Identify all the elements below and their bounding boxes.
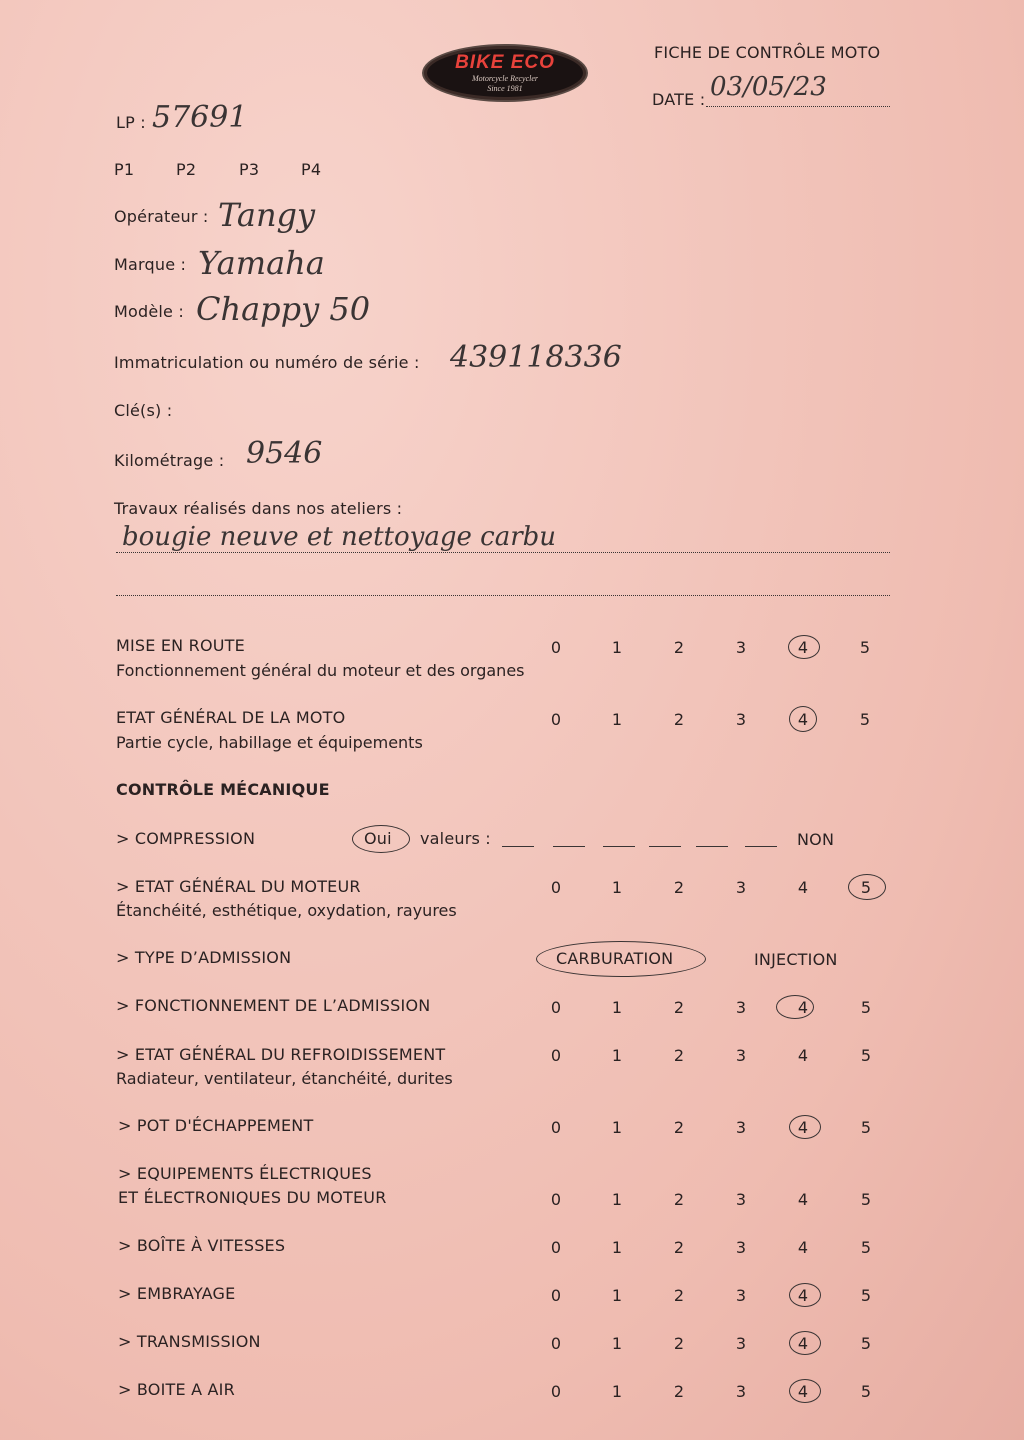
score-option[interactable]: 1: [611, 998, 623, 1017]
p4-option[interactable]: P4: [301, 160, 322, 179]
score-option[interactable]: 1: [611, 1190, 623, 1209]
score-option[interactable]: 0: [550, 638, 562, 657]
score-option[interactable]: 4: [797, 998, 809, 1017]
score-option[interactable]: 3: [735, 1118, 747, 1137]
score-option[interactable]: 1: [611, 1118, 623, 1137]
score-option[interactable]: 5: [860, 1238, 872, 1257]
score-option[interactable]: 2: [673, 638, 685, 657]
compression-value-blank[interactable]: [502, 846, 534, 847]
selected-score-circle: [789, 706, 817, 732]
score-option[interactable]: 5: [860, 1334, 872, 1353]
compression-oui[interactable]: Oui: [364, 829, 392, 848]
brand-value[interactable]: Yamaha: [198, 244, 325, 282]
refroidissement-subtitle: Radiateur, ventilateur, étanchéité, durites: [116, 1069, 453, 1088]
score-option[interactable]: 3: [735, 1046, 747, 1065]
score-option[interactable]: 0: [550, 1382, 562, 1401]
compression-value-blank[interactable]: [745, 846, 777, 847]
date-label: DATE :: [652, 90, 706, 109]
score-option[interactable]: 3: [735, 1238, 747, 1257]
compression-non[interactable]: NON: [797, 830, 835, 849]
score-option[interactable]: 1: [611, 1334, 623, 1353]
score-option[interactable]: 0: [550, 1334, 562, 1353]
selected-score-circle: [788, 635, 820, 659]
works-value[interactable]: bougie neuve et nettoyage carbu: [122, 522, 557, 552]
date-line: [706, 106, 890, 107]
brand-label: Marque :: [114, 255, 187, 274]
score-option[interactable]: 5: [860, 1286, 872, 1305]
score-option[interactable]: 5: [860, 1382, 872, 1401]
score-option[interactable]: 4: [797, 878, 809, 897]
mise-en-route-title: MISE EN ROUTE: [116, 636, 245, 655]
compression-oui-circle: [352, 825, 410, 853]
etat-moto-title: ETAT GÉNÉRAL DE LA MOTO: [116, 708, 346, 727]
score-option[interactable]: 1: [611, 1382, 623, 1401]
score-option[interactable]: 5: [859, 638, 871, 657]
score-option[interactable]: 4: [797, 1190, 809, 1209]
compression-value-blank[interactable]: [553, 846, 585, 847]
p3-option[interactable]: P3: [239, 160, 260, 179]
etat-moteur-title: > ETAT GÉNÉRAL DU MOTEUR: [116, 877, 361, 896]
score-option[interactable]: 1: [611, 878, 623, 897]
score-option[interactable]: 2: [673, 1046, 685, 1065]
score-option[interactable]: 4: [797, 1334, 809, 1353]
works-line-1: [116, 552, 890, 553]
logo-since: Since 1981: [487, 84, 523, 93]
score-option[interactable]: 0: [550, 1046, 562, 1065]
operator-value[interactable]: Tangy: [218, 196, 316, 234]
lp-label: LP :: [116, 113, 146, 132]
score-option[interactable]: 1: [611, 710, 623, 729]
boite-air-title: > BOITE A AIR: [118, 1380, 235, 1399]
carburation-option[interactable]: CARBURATION: [556, 949, 674, 968]
score-option[interactable]: 4: [797, 1286, 809, 1305]
score-option[interactable]: 2: [673, 1334, 685, 1353]
model-value[interactable]: Chappy 50: [196, 290, 371, 328]
compression-value-blank[interactable]: [696, 846, 728, 847]
score-option[interactable]: 0: [550, 1238, 562, 1257]
score-option[interactable]: 0: [550, 1190, 562, 1209]
score-option[interactable]: 2: [673, 1118, 685, 1137]
lp-value[interactable]: 57691: [152, 100, 248, 135]
compression-valeurs-label: valeurs :: [420, 829, 491, 848]
etat-moto-subtitle: Partie cycle, habillage et équipements: [116, 733, 423, 752]
model-label: Modèle :: [114, 302, 184, 321]
p2-option[interactable]: P2: [176, 160, 197, 179]
score-option[interactable]: 5: [860, 1046, 872, 1065]
score-option[interactable]: 1: [611, 1238, 623, 1257]
score-option[interactable]: 5: [860, 1118, 872, 1137]
score-option[interactable]: 0: [550, 1286, 562, 1305]
fonct-admission-title: > FONCTIONNEMENT DE L’ADMISSION: [116, 996, 431, 1015]
selected-score-circle: [789, 1115, 821, 1139]
mileage-label: Kilométrage :: [114, 451, 225, 470]
score-option[interactable]: 1: [611, 1046, 623, 1065]
score-option[interactable]: 4: [797, 1118, 809, 1137]
compression-value-blank[interactable]: [603, 846, 635, 847]
section-title: CONTRÔLE MÉCANIQUE: [116, 780, 330, 799]
electrique-title-2: ET ÉLECTRONIQUES DU MOTEUR: [118, 1188, 387, 1207]
score-option[interactable]: 5: [860, 1190, 872, 1209]
score-option[interactable]: 0: [550, 998, 562, 1017]
score-option[interactable]: 2: [673, 998, 685, 1017]
logo-name: BIKE ECO: [455, 52, 555, 73]
selected-score-circle: [789, 1331, 821, 1355]
score-option[interactable]: 2: [673, 878, 685, 897]
score-option[interactable]: 4: [797, 638, 809, 657]
injection-option[interactable]: INJECTION: [754, 950, 838, 969]
score-option[interactable]: 4: [797, 710, 809, 729]
transmission-title: > TRANSMISSION: [118, 1332, 261, 1351]
score-option[interactable]: 2: [673, 1286, 685, 1305]
serial-value[interactable]: 439118336: [450, 340, 622, 375]
score-option[interactable]: 5: [860, 878, 872, 897]
compression-title: > COMPRESSION: [116, 829, 256, 848]
type-admission-title: > TYPE D’ADMISSION: [116, 948, 292, 967]
mileage-value[interactable]: 9546: [246, 436, 323, 471]
score-option[interactable]: 3: [735, 1382, 747, 1401]
score-option[interactable]: 4: [797, 1382, 809, 1401]
score-option[interactable]: 5: [860, 998, 872, 1017]
score-option[interactable]: 3: [735, 878, 747, 897]
score-option[interactable]: 2: [673, 1382, 685, 1401]
score-option[interactable]: 3: [735, 1334, 747, 1353]
works-label: Travaux réalisés dans nos ateliers :: [114, 499, 403, 518]
boite-vitesses-title: > BOÎTE À VITESSES: [118, 1236, 286, 1255]
score-option[interactable]: 3: [735, 638, 747, 657]
form-title: FICHE DE CONTRÔLE MOTO: [654, 43, 881, 62]
etat-moteur-subtitle: Étanchéité, esthétique, oxydation, rayures: [116, 901, 457, 920]
score-option[interactable]: 2: [673, 1238, 685, 1257]
selected-score-circle: [848, 874, 886, 900]
score-option[interactable]: 4: [797, 1046, 809, 1065]
keys-label: Clé(s) :: [114, 401, 173, 420]
works-line-2: [116, 595, 890, 596]
serial-label: Immatriculation ou numéro de série :: [114, 353, 420, 372]
embrayage-title: > EMBRAYAGE: [118, 1284, 236, 1303]
score-option[interactable]: 5: [859, 710, 871, 729]
echappement-title: > POT D'ÉCHAPPEMENT: [118, 1116, 314, 1135]
score-option[interactable]: 0: [550, 878, 562, 897]
carburation-circle: [536, 941, 706, 977]
score-option[interactable]: 4: [797, 1238, 809, 1257]
score-option[interactable]: 0: [550, 710, 562, 729]
electrique-title: > EQUIPEMENTS ÉLECTRIQUES: [118, 1164, 372, 1183]
score-option[interactable]: 3: [735, 1190, 747, 1209]
compression-value-blank[interactable]: [649, 846, 681, 847]
p1-option[interactable]: P1: [114, 160, 135, 179]
refroidissement-title: > ETAT GÉNÉRAL DU REFROIDISSEMENT: [116, 1045, 446, 1064]
score-option[interactable]: 3: [735, 1286, 747, 1305]
selected-score-circle: [789, 1379, 821, 1403]
operator-label: Opérateur :: [114, 207, 209, 226]
logo-tagline: Motorcycle Recycler: [471, 74, 539, 83]
selected-score-circle: [776, 995, 814, 1019]
selected-score-circle: [789, 1283, 821, 1307]
score-option[interactable]: 2: [673, 710, 685, 729]
score-option[interactable]: 2: [673, 1190, 685, 1209]
mise-en-route-subtitle: Fonctionnement général du moteur et des organes: [116, 661, 525, 680]
score-option[interactable]: 1: [611, 1286, 623, 1305]
bike-eco-logo: [422, 44, 588, 102]
score-option[interactable]: 3: [735, 998, 747, 1017]
score-option[interactable]: 3: [735, 710, 747, 729]
score-option[interactable]: 1: [611, 638, 623, 657]
date-value[interactable]: 03/05/23: [710, 72, 827, 102]
score-option[interactable]: 0: [550, 1118, 562, 1137]
